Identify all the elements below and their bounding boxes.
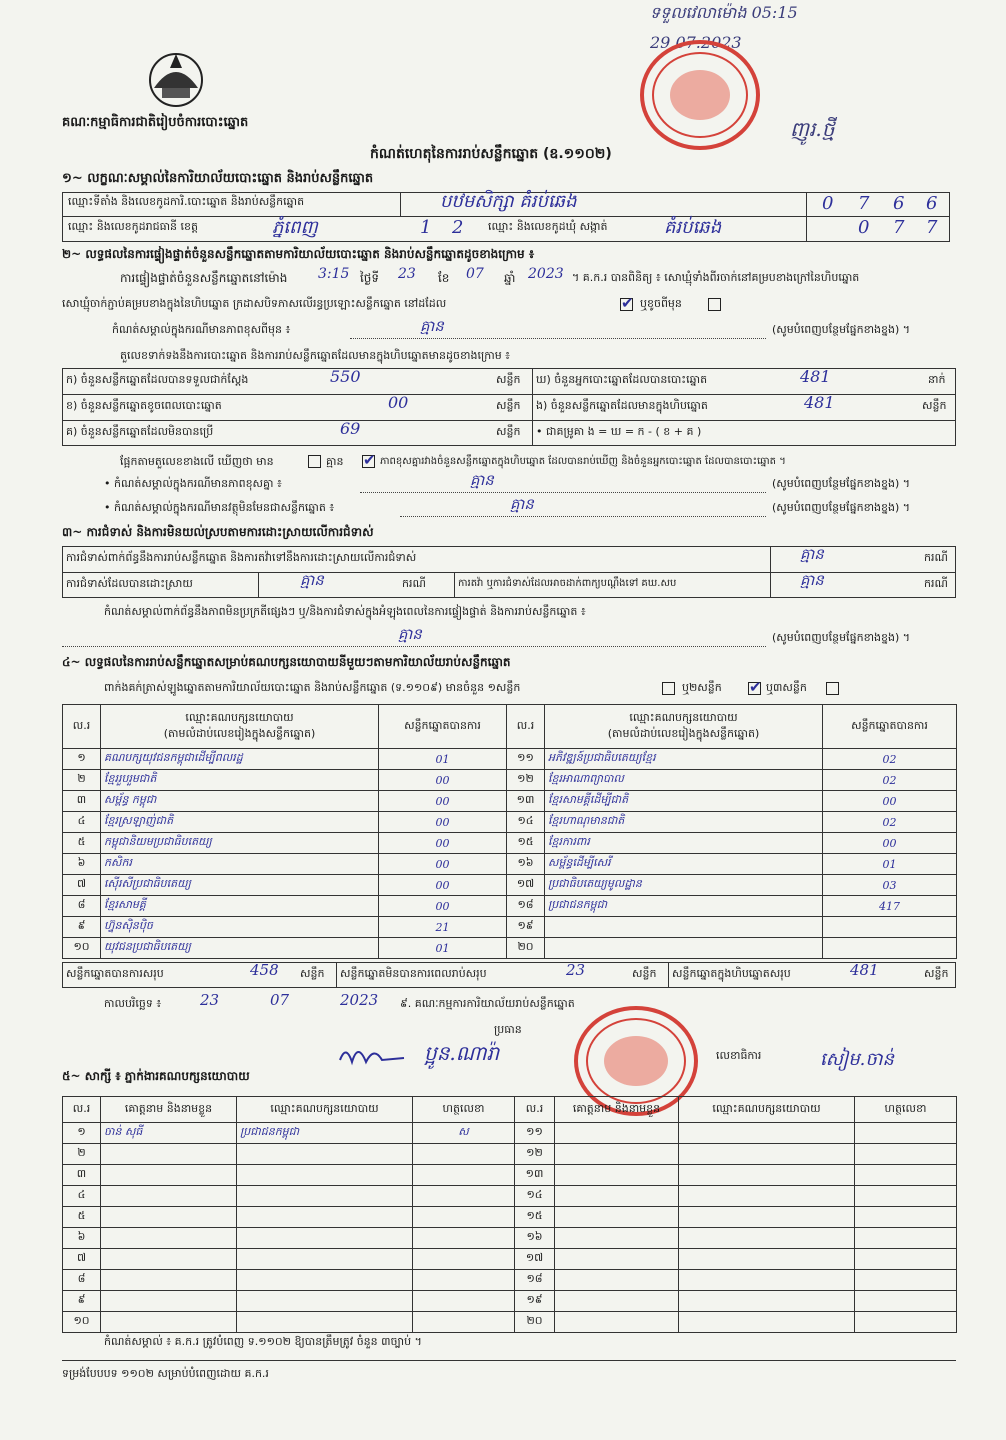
fill-back-note: (សូមបំពេញបន្ថែមផ្នែកខាងខ្នង) ។ (772, 323, 911, 336)
row-number: ១៤ (515, 1186, 555, 1207)
box-total-value: 481 (850, 961, 879, 979)
witness-party (679, 1186, 855, 1207)
witness-row (63, 1144, 957, 1165)
witness-name (101, 1144, 237, 1165)
diff-none-label: គ្មាន (326, 455, 344, 468)
invalid-total-value: 23 (566, 961, 586, 979)
col-no: ល.រ (515, 1097, 555, 1123)
voters-label: ឃ) ចំនួនអ្នកបោះឆ្នោតដែលបានបោះឆ្នោត (536, 373, 708, 386)
witness-signature (855, 1123, 957, 1144)
row-number: ១៥ (515, 1207, 555, 1228)
row-number: ៧ (63, 1249, 101, 1270)
year-label: ឆ្នាំ (504, 271, 516, 285)
col-party: ឈ្មោះគណបក្សនយោបាយ (679, 1097, 855, 1123)
row-number: ១៨ (507, 896, 545, 917)
party-votes: 01 (823, 854, 957, 875)
results-row (63, 875, 957, 896)
witness-table (62, 1096, 957, 1333)
row-number: ១២ (515, 1144, 555, 1165)
witness-party (237, 1207, 413, 1228)
witness-party (679, 1291, 855, 1312)
witness-name (555, 1165, 679, 1186)
resolved-label: ការជំទាស់ដែលបានដោះស្រាយ (66, 577, 193, 590)
row-number: ១៩ (507, 917, 545, 938)
witness-name (555, 1207, 679, 1228)
location-label: ឈ្មោះទីតាំង និងលេខកូដការិ.បោះឆ្នោត និងរាប់សន្លឹកឆ្នោត (68, 195, 305, 208)
party-name: ខ្មែរអាណាព្យាបាល (545, 770, 823, 791)
witness-row (63, 1165, 957, 1186)
row-number: ៤ (63, 812, 101, 833)
three-sheets-label: ឬ៣សន្លឹក (766, 681, 807, 694)
witness-party (679, 1249, 855, 1270)
results-row (63, 812, 957, 833)
intact-checkbox[interactable]: ✔ (621, 294, 634, 312)
witness-party (237, 1312, 413, 1333)
party-name: ខ្មែរស្រឡាញ់ជាតិ (101, 812, 379, 833)
witness-row (63, 1123, 957, 1144)
col-name: គោត្តនាម និងនាមខ្លួន (101, 1097, 237, 1123)
party-name: ខ្មែរសាមគ្គីដើម្បីជាតិ (545, 791, 823, 812)
case-unit: ករណី (924, 551, 948, 564)
witness-name (555, 1123, 679, 1144)
party-votes: 21 (379, 917, 507, 938)
witness-signature (855, 1312, 957, 1333)
formula: • ជាគម្រូគា ង = ឃ = ក - ( ខ + គ ) (536, 425, 702, 438)
col-name: គោត្តនាម និងនាមខ្លួន (555, 1097, 679, 1123)
diff-note-value: គ្មាន (420, 317, 444, 335)
witness-name (101, 1249, 237, 1270)
witness-row (63, 1228, 957, 1249)
valid-total-value: 458 (250, 961, 279, 979)
witness-row (63, 1249, 957, 1270)
valid-total-label: សន្លឹកឆ្នោតបានការសរុប (66, 967, 164, 980)
row-number: ១០ (63, 938, 101, 959)
one-sheet-checkbox[interactable] (662, 682, 675, 695)
damaged-label: ឬខូចពីមុន (640, 297, 682, 310)
section-5-heading: ៥~ សាក្សី ៖ ភ្នាក់ងារគណបក្សនយោបាយ (62, 1069, 250, 1083)
witness-signature (855, 1228, 957, 1249)
witness-signature (855, 1165, 957, 1186)
location-name: បឋមសិក្សា គំរប់ឆេង (440, 191, 577, 212)
witness-party (237, 1270, 413, 1291)
committee-label: ៩. គណៈកម្មការការិយាល័យរាប់សន្លឹកឆ្នោត (400, 997, 575, 1010)
witness-name (555, 1144, 679, 1165)
chair-initials-signature (336, 1040, 408, 1070)
witness-name (101, 1186, 237, 1207)
diff-none-checkbox[interactable]: ✔ (363, 451, 376, 469)
row-number: ១៧ (515, 1249, 555, 1270)
row-number: ៦ (63, 1228, 101, 1249)
col-no: ល.រ (507, 705, 545, 749)
complaints-value: គ្មាន (800, 545, 824, 563)
province-label: ឈ្មោះ និងលេខកូដរាជធានី ខេត្ត (68, 220, 198, 233)
commune-code-1: 0 (858, 217, 870, 238)
chair-label: ប្រធាន (494, 1023, 522, 1036)
check-day: 23 (398, 266, 416, 282)
results-row (63, 770, 957, 791)
day-label: ថ្ងៃទី (360, 271, 380, 285)
witness-party (679, 1228, 855, 1249)
province-code-2: 2 (452, 217, 464, 238)
witness-row (63, 1207, 957, 1228)
witness-party: ប្រជាជនកម្ពុជា (237, 1123, 413, 1144)
irregularity-value: គ្មាន (398, 625, 422, 643)
form-page: គណៈកម្មាធិការជាតិរៀបចំការបោះឆ្នោត ទទួលវេលាម៉ោង 05:15 29.07.2023 ញូរ.ថ្មី កំណត់ហេតុនៃការរាប់សន្លឹកឆ្នោត (ឧ.១១០២) ១~ លក្ខណៈសម្គាល់នៃការិយាល័យបោះឆ្នោត និងរាប់សន្លឹកឆ្នោត ឈ្មោះទីតាំង និងលេខកូដការិ.បោះឆ្នោត និងរាប់សន្លឹកឆ្នោត បឋមសិក្សា គំរប់ឆេង 0 7 6 6 ឈ្មោះ និងលេខកូដរាជធានី ខេត្ត ភ្នំពេញ 1 2 ឈ្មោះ និងលេខកូដឃុំ សង្កាត់ គំរប់ឆេង 0 7 7 ២~ លទ្ធផលនៃការផ្ទៀងផ្ទាត់ចំនួនសន្លឹកឆ្នោតតាមការិយាល័យបោះឆ្នោត និងរាប់សន្លឹកឆ្នោតដូចខាងក្រោម ៖ ការផ្ទៀងផ្ទាត់ចំនួនសន្លឹកឆ្នោតនៅម៉ោង 3:15 ថ្ងៃទី 23 ខែ 07 ឆ្នាំ 2023 ។ គ.ក.រ បានពិនិត្យ ៖ សោឃ្មុំទាំងពីរចាក់នៅគម្របខាងក្រៅនៃហិបឆ្នោត សោឃ្មុំចាក់ភ្ជាប់គម្របខាងក្នុងនៃហិបឆ្នោត ក្រដាសបិទភាសលើរន្ធប្រឡោះសន្លឹកឆ្នោត នៅដដែល ✔ ឬខូចពីមុន កំណត់សម្គាល់ក្នុងករណីមានភាពខុសពីមុន ៖ គ្មាន (សូមបំពេញបន្ថែមផ្នែកខាងខ្នង) ។ តួលេខទាក់ទងនឹងការបោះឆ្នោត និងការរាប់សន្លឹកឆ្នោតដែលមានក្នុងហិបឆ្នោតមានដូចខាងក្រោម ៖ ក) ចំនួនសន្លឹកឆ្នោតដែលបានទទួលជាក់ស្តែង 550 សន្លឹក ខ) ចំនួនសន្លឹកឆ្នោតខូចពេលបោះឆ្នោត 00 សន្លឹក គ) ចំនួនសន្លឹកឆ្នោតដែលមិនបានប្រើ 69 សន្លឹក ឃ) ចំនួនអ្នកបោះឆ្នោតដែលបានបោះឆ្នោត 481 នាក់ ង) ចំនួនសន្លឹកឆ្នោតដែលមានក្នុងហិបឆ្នោត 481 សន្លឹក • ជាគម្រូគា ង = ឃ = ក - ( ខ + គ ) ផ្អែកតាមតួលេខខាងលើ ឃើញថា មាន គ្មាន ✔ ភាពខុសគ្នារវាងចំនួនសន្លឹកឆ្នោតក្នុងហិបឆ្នោត ដែលបានរាប់ឃើញ និងចំនួនអ្នកបោះឆ្នោត ដែលបានបោះឆ្នោត ។ • កំណត់សម្គាល់ក្នុងករណីមានភាពខុសគ្នា ៖ គ្មាន (សូមបំពេញបន្ថែមផ្នែកខាងខ្នង) ។ • កំណត់សម្គាល់ក្នុងករណីមានវត្ថុមិនមែនជាសន្លឹកឆ្នោត ៖ គ្មាន (សូមបំពេញបន្ថែមផ្នែកខាងខ្នង) ។ ៣~ ការជំទាស់ និងការមិនយល់ស្របតាមការដោះស្រាយលើការជំទាស់ ការជំទាស់ពាក់ព័ន្ធនឹងការរាប់សន្លឹកឆ្នោត និងការតវ៉ាទៅនឹងការដោះស្រាយលើការជំទាស់ គ្មាន ករណី ការជំទាស់ដែលបានដោះស្រាយ គ្មាន ករណី ការតវ៉ា ឬការជំទាស់ដែលអាចដាក់ពាក្យបណ្តឹងទៅ គឃ.សប គ្មាន ករណី កំណត់សម្គាល់ពាក់ព័ន្ធនឹងភាពមិនប្រក្រតីផ្សេងៗ ឬ/និងការជំទាស់ក្នុងអំឡុងពេលនៃការផ្ទៀងផ្ទាត់ និងការរាប់សន្លឹកឆ្នោត ៖ គ្មាន (សូមបំពេញបន្ថែមផ្នែកខាងខ្នង) ។ ៤~ លទ្ធផលនៃការរាប់សន្លឹកឆ្នោតសម្រាប់គណបក្សនយោបាយនីមួយៗតាមការិយាល័យរាប់សន្លឹកឆ្នោត ពាក់ងគក់ត្រាស់ឡូងឆ្នោតតាមការិយាល័យបោះឆ្នោត និងរាប់សន្លឹកឆ្នោត (ទ.១១០៩) មានចំនួន ១សន្លឹក ឬ២សន្លឹក ✔ ឬ៣សន្លឹក ល.រ ឈ្មោះគណបក្សនយោបាយ (តាមលំដាប់លេខរៀងក្នុងសន្លឹកឆ្នោត) សន្លឹកឆ្នោតបានការ ល.រ ឈ្មោះគណបក្សនយោបាយ (តាមលំដាប់លេខរៀងក្នុងសន្លឹកឆ្នោត) សន្លឹកឆ្នោតបានការ ១ គណបក្សយុវជនកម្ពុជាដើម្បីពលរដ្ឋ 01 ១១ អភិវឌ្ឍន៍ប្រជាធិបតេយ្យខ្មែរ 02 ២ ខ្មែររួបរួមជាតិ 00 ១២ ខ្មែរអាណាព្យាបាល 02 ៣ សម្ព័ន្ធ កម្ពុជា 00 ១៣ ខ្មែរសាមគ្គីដើម្បីជាតិ 00 ៤ ខ្មែរស្រឡាញ់ជាតិ 00 ១៤ ខ្មែរហាណុមានជាតិ 02 ៥ កម្ពុជានិយមប្រជាធិបតេយ្យ 00 ១៥ ខ្មែរការពារ 00 ៦ កសិករ 00 ១៦ សម្ព័ន្ធដើម្បីសេរី 01 ៧ ស៊ើរសីប្រជាធិបតេយ្យ 00 ១៧ ប្រជាធិបតេយ្យមូលដ្ឋាន 03 ៨ ខ្មែរសាមគ្គី 00 ១៨ ប្រជាជនកម្ពុជា 417 ៩ ហ្វ៊ុនស៊ិនប៉ិច 21 ១៩ ១០ យុវជនប្រជាធិបតេយ្យ 01 ២០ សន្លឹកឆ្នោតបានការសរុប 458 សន្លឹក សន្លឹកឆ្នោតមិនបានការពេលរាប់សរុប 23 សន្លឹក សន្លឹកឆ្នោតក្នុងហិបឆ្នោតសរុប 481 សន្លឹក កាលបរិច្ឆេទ ៖ 23 07 2023 ៩. គណៈកម្មការការិយាល័យរាប់សន្លឹកឆ្នោត ប្រធាន ប្អូន.ណារ៉ា លេខាធិការ សៀម.ចាន់ ៥~ សាក្សី ៖ ភ្នាក់ងារគណបក្សនយោបាយ ល.រ គោត្តនាម និងនាមខ្លួន ឈ្មោះគណបក្សនយោបាយ ហត្ថលេខា ល.រ គោត្តនាម និងនាមខ្លួន ឈ្មោះគណបក្សនយោបាយ ហត្ថលេខា ១ ចាន់ សុធី ប្រជាជនកម្ពុជា ស ១១ ២ ១២ ៣ ១៣ ៤ ១៤ ៥ ១៥ ៦ ១៦ ៧ ១៧ ៨ ១៨ ៩ ១៩ ១០ ២០ កំណត់សម្គាល់ ៖ គ.ក.រ ត្រូវបំពេញ ទ.១១០២ ឱ្យបានត្រឹមត្រូវ ចំនួន ៣ច្បាប់ ។ ទម្រង់បែបបទ ១១០២ សម្រាប់បំពេញដោយ គ.ក.រ (0, 0, 1006, 1440)
resolved-value: គ្មាន (300, 571, 324, 589)
row-number: ១៥ (507, 833, 545, 854)
witness-name (101, 1312, 237, 1333)
results-row (63, 749, 957, 770)
section-2-heading: ២~ លទ្ធផលនៃការផ្ទៀងផ្ទាត់ចំនួនសន្លឹកឆ្នោតតាមការិយាល័យបោះឆ្នោត និងរាប់សន្លឹកឆ្នោតដូចខាងក្រោម ៖ (62, 247, 535, 261)
witness-signature (413, 1165, 515, 1186)
row-number: ១៧ (507, 875, 545, 896)
row-number: ១១ (515, 1123, 555, 1144)
party-votes: 00 (379, 854, 507, 875)
results-row (63, 791, 957, 812)
party-name (545, 917, 823, 938)
party-name (545, 938, 823, 959)
party-name: សម្ព័ន្ធ កម្ពុជា (101, 791, 379, 812)
witness-name (555, 1249, 679, 1270)
witness-party (679, 1207, 855, 1228)
col-sign: ហត្ថលេខា (413, 1097, 515, 1123)
party-votes: 02 (823, 770, 957, 791)
witness-signature (413, 1228, 515, 1249)
unit-sheet: សន្លឹក (924, 967, 949, 980)
foreign-object-label: • កំណត់សម្គាល់ក្នុងករណីមានវត្ថុមិនមែនជាសន្លឹកឆ្នោត ៖ (104, 501, 335, 514)
results-table (62, 704, 957, 959)
party-votes: 00 (379, 896, 507, 917)
party-votes (823, 938, 957, 959)
box-ballots-label: ង) ចំនួនសន្លឹកឆ្នោតដែលមានក្នុងហិបឆ្នោត (536, 399, 708, 412)
witness-name (555, 1228, 679, 1249)
counts-intro: តួលេខទាក់ទងនឹងការបោះឆ្នោត និងការរាប់សន្លឹកឆ្នោតដែលមានក្នុងហិបឆ្នោតមានដូចខាងក្រោម ៖ (120, 349, 511, 362)
witness-note: កំណត់សម្គាល់ ៖ គ.ក.រ ត្រូវបំពេញ ទ.១១០២ ឱ្យបានត្រឹមត្រូវ ចំនួន ៣ច្បាប់ ។ (104, 1335, 422, 1348)
party-name: ប្រជាជនកម្ពុជា (545, 896, 823, 917)
col-party: ឈ្មោះគណបក្សនយោបាយ (237, 1097, 413, 1123)
party-name: ខ្មែរសាមគ្គី (101, 896, 379, 917)
witness-signature: ស (413, 1123, 515, 1144)
fill-back-note: (សូមបំពេញបន្ថែមផ្នែកខាងខ្នង) ។ (772, 477, 911, 490)
ballots-received-value: 550 (330, 367, 361, 386)
results-row (63, 833, 957, 854)
results-row (63, 938, 957, 959)
party-votes (823, 917, 957, 938)
col-votes: សន្លឹកឆ្នោតបានការ (379, 705, 507, 749)
received-time: ទទួលវេលាម៉ោង 05:15 (650, 3, 798, 22)
witness-header (63, 1097, 957, 1123)
col-party-title: ឈ្មោះគណបក្សនយោបាយ (629, 710, 738, 724)
witness-party (237, 1228, 413, 1249)
party-votes: 00 (379, 812, 507, 833)
party-name: កសិករ (101, 854, 379, 875)
witness-name: ចាន់ សុធី (101, 1123, 237, 1144)
row-number: ៣ (63, 1165, 101, 1186)
unit-sheet: សន្លឹក (496, 399, 521, 412)
results-header (63, 705, 957, 749)
row-number: ៩ (63, 917, 101, 938)
row-number: ៩ (63, 1291, 101, 1312)
party-name: ខ្មែររួបរួមជាតិ (101, 770, 379, 791)
diff-yes-checkbox[interactable] (308, 455, 321, 468)
party-name: ប្រជាធិបតេយ្យមូលដ្ឋាន (545, 875, 823, 896)
party-name: គណបក្សយុវជនកម្ពុជាដើម្បីពលរដ្ឋ (101, 749, 379, 770)
row-number: ៤ (63, 1186, 101, 1207)
witness-party (237, 1291, 413, 1312)
top-signature: ញូរ.ថ្មី (790, 117, 835, 141)
witness-party (237, 1186, 413, 1207)
row-number: ៥ (63, 833, 101, 854)
party-votes: 00 (823, 791, 957, 812)
col-sign: ហត្ថលេខា (855, 1097, 957, 1123)
date-year: 2023 (340, 991, 379, 1009)
official-stamp-top (640, 40, 760, 150)
fill-back-note: (សូមបំពេញបន្ថែមផ្នែកខាងខ្នង) ។ (772, 631, 911, 644)
section-3-heading: ៣~ ការជំទាស់ និងការមិនយល់ស្របតាមការដោះស្រាយលើការជំទាស់ (62, 525, 374, 539)
witness-name (101, 1207, 237, 1228)
check-time-label: ការផ្ទៀងផ្ទាត់ចំនួនសន្លឹកឆ្នោតនៅម៉ោង (120, 271, 288, 285)
form-footer: ទម្រង់បែបបទ ១១០២ សម្រាប់បំពេញដោយ គ.ក.រ (62, 1367, 269, 1380)
row-number: ១៣ (507, 791, 545, 812)
irregularity-label: កំណត់សម្គាល់ពាក់ព័ន្ធនឹងភាពមិនប្រក្រតីផ្សេងៗ ឬ/និងការជំទាស់ក្នុងអំឡុងពេលនៃការផ្ទៀងផ្ទាត់ និងការរាប់សន្លឹកឆ្នោត ៖ (104, 605, 586, 618)
col-votes: សន្លឹកឆ្នោតបានការ (823, 705, 957, 749)
box-total-label: សន្លឹកឆ្នោតក្នុងហិបឆ្នោតសរុប (672, 967, 791, 980)
witness-signature (413, 1270, 515, 1291)
party-name: កម្ពុជានិយមប្រជាធិបតេយ្យ (101, 833, 379, 854)
section-1-heading: ១~ លក្ខណៈសម្គាល់នៃការិយាល័យបោះឆ្នោត និងរាប់សន្លឹកឆ្នោត (62, 171, 374, 186)
two-sheets-checkbox[interactable]: ✔ (749, 678, 762, 696)
date-month: 07 (270, 991, 290, 1009)
box-ballots-value: 481 (804, 393, 835, 412)
col-no: ល.រ (63, 1097, 101, 1123)
chair-signature: ប្អូន.ណារ៉ា (424, 1041, 500, 1065)
witness-signature (855, 1249, 957, 1270)
row-number: ១៣ (515, 1165, 555, 1186)
spoiled-label: ខ) ចំនួនសន្លឹកឆ្នោតខូចពេលបោះឆ្នោត (66, 399, 222, 412)
complaints-label: ការជំទាស់ពាក់ព័ន្ធនឹងការរាប់សន្លឹកឆ្នោត និងការតវ៉ាទៅនឹងការដោះស្រាយលើការជំទាស់ (66, 551, 417, 564)
spoiled-value: 00 (388, 393, 409, 412)
witness-signature (855, 1144, 957, 1165)
party-name: ហ្វ៊ុនស៊ិនប៉ិច (101, 917, 379, 938)
witness-signature (413, 1144, 515, 1165)
diff-note-label: កំណត់សម្គាល់ក្នុងករណីមានភាពខុសពីមុន ៖ (112, 323, 291, 336)
party-name: យុវជនប្រជាធិបតេយ្យ (101, 938, 379, 959)
witness-signature (855, 1291, 957, 1312)
foreign-object-value: គ្មាន (510, 495, 534, 513)
witness-signature (413, 1312, 515, 1333)
party-votes: 02 (823, 812, 957, 833)
unit-sheet: សន្លឹក (922, 399, 947, 412)
witness-name (555, 1312, 679, 1333)
row-number: ១២ (507, 770, 545, 791)
nec-emblem-logo (140, 48, 212, 112)
unit-person: នាក់ (928, 373, 946, 386)
witness-name (101, 1165, 237, 1186)
row-number: ៨ (63, 896, 101, 917)
party-name: អភិវឌ្ឍន៍ប្រជាធិបតេយ្យខ្មែរ (545, 749, 823, 770)
unused-label: គ) ចំនួនសន្លឹកឆ្នោតដែលមិនបានប្រើ (66, 425, 214, 438)
month-label: ខែ (438, 271, 450, 285)
witness-signature (413, 1186, 515, 1207)
col-party-sub: (តាមលំដាប់លេខរៀងក្នុងសន្លឹកឆ្នោត) (163, 726, 316, 740)
unit-sheet: សន្លឹក (496, 373, 521, 386)
col-no: ល.រ (63, 705, 101, 749)
row-number: ២០ (515, 1312, 555, 1333)
diff-label: ផ្អែកតាមតួលេខខាងលើ ឃើញថា មាន (120, 455, 274, 468)
witness-signature (413, 1249, 515, 1270)
unit-sheet: សន្លឹក (300, 967, 325, 980)
check-month: 07 (466, 266, 484, 282)
witness-row (63, 1270, 957, 1291)
row-number: ១ (63, 749, 101, 770)
party-votes: 03 (823, 875, 957, 896)
diff-remark-value: គ្មាន (470, 471, 494, 489)
witness-party (679, 1312, 855, 1333)
witness-name (555, 1291, 679, 1312)
row-number: ៦ (63, 854, 101, 875)
col-party (545, 705, 823, 749)
commune-code-2: 7 (893, 217, 905, 238)
secretary-label: លេខាធិការ (716, 1049, 762, 1062)
date-day: 23 (200, 991, 220, 1009)
witness-party (237, 1249, 413, 1270)
secretary-signature: សៀម.ចាន់ (820, 1049, 894, 1070)
witness-name (101, 1291, 237, 1312)
witness-row (63, 1312, 957, 1333)
witness-row (63, 1291, 957, 1312)
witness-name (555, 1270, 679, 1291)
witness-row (63, 1186, 957, 1207)
witness-name (555, 1186, 679, 1207)
commune-label: ឈ្មោះ និងលេខកូដឃុំ សង្កាត់ (488, 220, 608, 233)
row-number: ៨ (63, 1270, 101, 1291)
witness-signature (855, 1186, 957, 1207)
check-text-1: ។ គ.ក.រ បានពិនិត្យ ៖ សោឃ្មុំទាំងពីរចាក់នៅគម្របខាងក្រៅនៃហិបឆ្នោត (572, 271, 860, 284)
results-row (63, 896, 957, 917)
witness-signature (413, 1207, 515, 1228)
party-votes: 00 (379, 791, 507, 812)
damaged-checkbox[interactable] (708, 298, 721, 311)
row-number: ១០ (63, 1312, 101, 1333)
col-party-title: ឈ្មោះគណបក្សនយោបាយ (185, 710, 294, 724)
commune-code-3: 7 (926, 217, 938, 238)
row-number: ១៩ (515, 1291, 555, 1312)
col-party (101, 705, 379, 749)
party-votes: 01 (379, 938, 507, 959)
party-name: ស៊ើរសីប្រជាធិបតេយ្យ (101, 875, 379, 896)
party-votes: 00 (379, 770, 507, 791)
row-number: ៣ (63, 791, 101, 812)
check-time: 3:15 (318, 266, 350, 282)
witness-party (679, 1270, 855, 1291)
tally-sheets-label: ពាក់ងគក់ត្រាស់ឡូងឆ្នោតតាមការិយាល័យបោះឆ្នោត និងរាប់សន្លឹកឆ្នោត (ទ.១១០៩) មានចំនួន ១សន្លឹក (104, 681, 521, 694)
appeal-value: គ្មាន (800, 571, 824, 589)
fill-back-note: (សូមបំពេញបន្ថែមផ្នែកខាងខ្នង) ។ (772, 501, 911, 514)
party-votes: 00 (379, 833, 507, 854)
ballots-received-label: ក) ចំនួនសន្លឹកឆ្នោតដែលបានទទួលជាក់ស្តែង (66, 373, 249, 386)
party-votes: 00 (823, 833, 957, 854)
row-number: ១៨ (515, 1270, 555, 1291)
appeal-label: ការតវ៉ា ឬការជំទាស់ដែលអាចដាក់ពាក្យបណ្តឹងទៅ គឃ.សប (458, 578, 677, 589)
party-votes: 01 (379, 749, 507, 770)
witness-signature (855, 1207, 957, 1228)
commune-name: គំរប់ឆេង (664, 217, 722, 238)
witness-party (679, 1165, 855, 1186)
witness-signature (855, 1270, 957, 1291)
row-number: ២០ (507, 938, 545, 959)
totals-row (62, 962, 956, 988)
received-date: 29.07.2023 (650, 33, 742, 52)
case-unit: ករណី (402, 577, 426, 590)
col-party-sub: (តាមលំដាប់លេខរៀងក្នុងសន្លឹកឆ្នោត) (607, 726, 760, 740)
witness-name (101, 1270, 237, 1291)
party-votes: 417 (823, 896, 957, 917)
check-year: 2023 (528, 266, 564, 282)
province-code-1: 1 (420, 217, 432, 238)
row-number: ១៤ (507, 812, 545, 833)
row-number: ៧ (63, 875, 101, 896)
voters-value: 481 (800, 367, 831, 386)
party-name: សម្ព័ន្ធដើម្បីសេរី (545, 854, 823, 875)
party-name: ខ្មែរការពារ (545, 833, 823, 854)
row-number: ២ (63, 770, 101, 791)
unit-sheet: សន្លឹក (632, 967, 657, 980)
org-name: គណៈកម្មាធិការជាតិរៀបចំការបោះឆ្នោត (62, 115, 249, 130)
row-number: ១៦ (515, 1228, 555, 1249)
witness-signature (413, 1291, 515, 1312)
results-row (63, 854, 957, 875)
row-number: ១១ (507, 749, 545, 770)
three-sheets-checkbox[interactable] (826, 682, 839, 695)
witness-name (101, 1228, 237, 1249)
party-name: ខ្មែរហាណុមានជាតិ (545, 812, 823, 833)
results-row (63, 917, 957, 938)
case-unit: ករណី (924, 577, 948, 590)
section-4-heading: ៤~ លទ្ធផលនៃការរាប់សន្លឹកឆ្នោតសម្រាប់គណបក្សនយោបាយនីមួយៗតាមការិយាល័យរាប់សន្លឹកឆ្នោត (62, 655, 511, 669)
witness-party (679, 1144, 855, 1165)
invalid-total-label: សន្លឹកឆ្នោតមិនបានការពេលរាប់សរុប (340, 967, 487, 980)
row-number: ៥ (63, 1207, 101, 1228)
party-votes: 02 (823, 749, 957, 770)
witness-party (679, 1123, 855, 1144)
date-label: កាលបរិច្ឆេទ ៖ (104, 997, 162, 1010)
check-text-2: សោឃ្មុំចាក់ភ្ជាប់គម្របខាងក្នុងនៃហិបឆ្នោត ក្រដាសបិទភាសលើរន្ធប្រឡោះសន្លឹកឆ្នោត នៅដដែល (62, 297, 447, 310)
diff-text: ភាពខុសគ្នារវាងចំនួនសន្លឹកឆ្នោតក្នុងហិបឆ្នោត ដែលបានរាប់ឃើញ និងចំនួនអ្នកបោះឆ្នោត ដែលបានបោះឆ្នោត ។ (380, 456, 786, 467)
unused-value: 69 (340, 419, 361, 438)
witness-party (237, 1144, 413, 1165)
row-number: ២ (63, 1144, 101, 1165)
row-number: ១ (63, 1123, 101, 1144)
two-sheets-label: ឬ២សន្លឹក (682, 681, 722, 694)
diff-remark-label: • កំណត់សម្គាល់ក្នុងករណីមានភាពខុសគ្នា ៖ (104, 477, 282, 490)
unit-sheet: សន្លឹក (496, 425, 521, 438)
province-name: ភ្នំពេញ (272, 217, 318, 238)
party-votes: 00 (379, 875, 507, 896)
row-number: ១៦ (507, 854, 545, 875)
form-title: កំណត់ហេតុនៃការរាប់សន្លឹកឆ្នោត (ឧ.១១០២) (370, 146, 612, 162)
witness-party (237, 1165, 413, 1186)
